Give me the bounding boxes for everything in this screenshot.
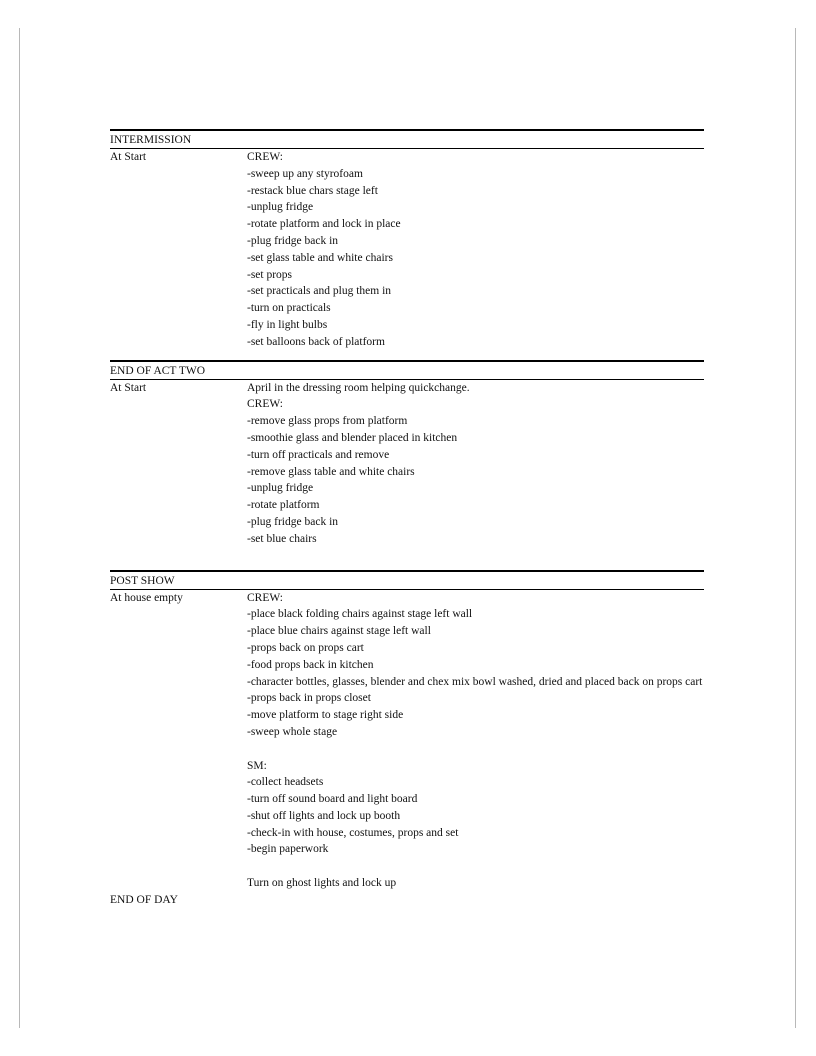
- cue-label: At Start: [110, 381, 147, 394]
- section-title: END OF ACT TWO: [110, 360, 704, 380]
- cue-line: -character bottles, glasses, blender and chex mix bowl washed, dried and placed back on props cart: [247, 675, 703, 688]
- cue-line: -plug fridge back in: [247, 515, 339, 528]
- cue-line: -place black folding chairs against stage left wall: [247, 608, 473, 621]
- section-post-show: [110, 570, 704, 909]
- blank-line: [247, 741, 704, 758]
- cue-line: -unplug fridge: [247, 482, 314, 495]
- cue-line: -set glass table and white chairs: [247, 251, 393, 264]
- cue-line: -food props back in kitchen: [247, 658, 374, 671]
- cue-line: -set practicals and plug them in: [247, 285, 392, 298]
- cue-body: [247, 590, 704, 892]
- cue-line: -unplug fridge: [247, 201, 314, 214]
- blank-line: [247, 858, 704, 875]
- page-left-edge: [19, 28, 20, 1028]
- cue-line: -props back in props closet: [247, 692, 371, 705]
- cue-line: -remove glass props from platform: [247, 415, 408, 428]
- cue-line: -sweep up any styrofoam: [247, 167, 363, 180]
- cue-label: At house empty: [110, 591, 183, 604]
- section-title: INTERMISSION: [110, 129, 704, 149]
- section-end-of-act-two: [110, 360, 704, 548]
- cue-line: Turn on ghost lights and lock up: [247, 877, 397, 890]
- cue-line: -shut off lights and lock up booth: [247, 809, 401, 822]
- document-body: [110, 129, 704, 909]
- cue-line: -check-in with house, costumes, props and set: [247, 826, 459, 839]
- section-row: [110, 590, 704, 892]
- section-row: [110, 149, 704, 351]
- cue-line: -turn on practicals: [247, 302, 331, 315]
- cue-body: [247, 380, 704, 548]
- cue-line: -remove glass table and white chairs: [247, 465, 415, 478]
- cue-line: -place blue chairs against stage left wall: [247, 625, 431, 638]
- cue-line: -set balloons back of platform: [247, 335, 385, 348]
- cue-label: At Start: [110, 151, 147, 163]
- cue-line: -turn off sound board and light board: [247, 793, 418, 806]
- cue-line: SM:: [247, 759, 267, 772]
- page-right-edge: [795, 28, 796, 1028]
- section-row: [110, 380, 704, 548]
- cue-line: -plug fridge back in: [247, 234, 339, 247]
- cue-line: -set props: [247, 268, 293, 281]
- cue-body: [247, 149, 704, 351]
- cue-line: -smoothie glass and blender placed in kitchen: [247, 431, 458, 444]
- cue-line: -begin paperwork: [247, 843, 329, 856]
- cue-line: -rotate platform: [247, 499, 320, 512]
- cue-line: -rotate platform and lock in place: [247, 218, 401, 231]
- end-of-day-label: END OF DAY: [110, 893, 178, 906]
- cue-line: -restack blue chars stage left: [247, 184, 378, 197]
- cue-line: April in the dressing room helping quickchange.: [247, 381, 470, 394]
- cue-line: -fly in light bulbs: [247, 318, 328, 331]
- cue-line: -move platform to stage right side: [247, 709, 404, 722]
- cue-line: -props back on props cart: [247, 641, 364, 654]
- cue-line: -sweep whole stage: [247, 725, 338, 738]
- cue-line: -turn off practicals and remove: [247, 448, 390, 461]
- cue-line: CREW:: [247, 591, 283, 604]
- section-intermission: [110, 129, 704, 351]
- cue-line: CREW:: [247, 398, 283, 411]
- cue-line: -set blue chairs: [247, 532, 317, 545]
- section-title: POST SHOW: [110, 570, 704, 590]
- cue-line: -collect headsets: [247, 776, 324, 789]
- cue-line: CREW:: [247, 151, 283, 163]
